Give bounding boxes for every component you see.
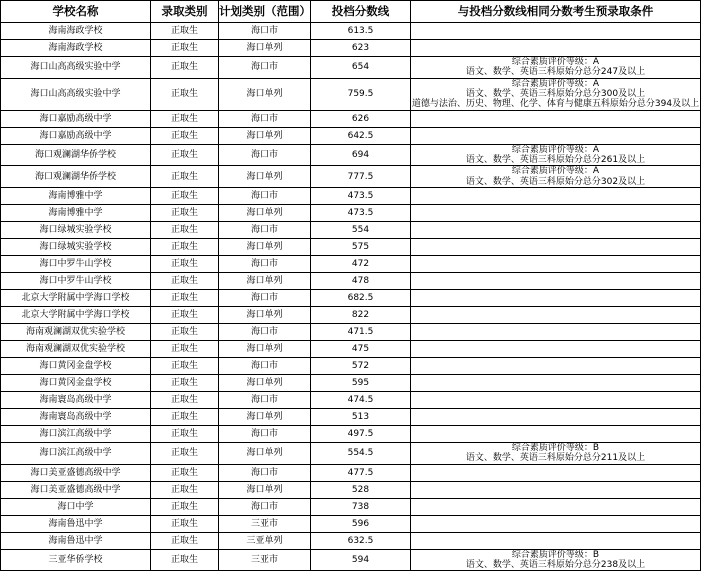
table-row	[1, 358, 701, 375]
cell-school-name: 三亚华侨学校	[1, 549, 151, 571]
cell-plan-type: 海口市	[219, 256, 311, 273]
cell-school-name: 海南鲁迅中学	[1, 515, 151, 532]
cell-condition	[411, 358, 701, 375]
cell-score-line: 554	[311, 222, 411, 239]
cell-school-name: 海口山高高级实验中学	[1, 78, 151, 110]
table-header	[1, 1, 701, 23]
cell-condition	[411, 290, 701, 307]
cell-admission-type: 正取生	[151, 443, 219, 465]
table-row	[1, 549, 701, 571]
cell-admission-type: 正取生	[151, 205, 219, 222]
cell-school-name: 海口中罗牛山学校	[1, 273, 151, 290]
cell-school-name: 海口中学	[1, 498, 151, 515]
condition-line: 语文、数学、英语三科原始分总分211及以上	[465, 453, 646, 464]
cell-score-line: 572	[311, 358, 411, 375]
condition-line: 综合素质评价等级：A	[511, 166, 600, 177]
cell-score-line: 623	[311, 40, 411, 57]
cell-admission-type: 正取生	[151, 273, 219, 290]
cell-school-name: 海南寰岛高级中学	[1, 392, 151, 409]
cell-school-name: 海口黄冈金盘学校	[1, 358, 151, 375]
cell-school-name: 海口滨江高级中学	[1, 426, 151, 443]
cell-school-name: 海口山高高级实验中学	[1, 57, 151, 79]
cell-plan-type: 海口市	[219, 57, 311, 79]
cell-score-line: 497.5	[311, 426, 411, 443]
cell-school-name: 海口美亚盛德高级中学	[1, 464, 151, 481]
cell-plan-type: 海口市	[219, 222, 311, 239]
cell-plan-type: 海口市	[219, 23, 311, 40]
cell-score-line: 596	[311, 515, 411, 532]
condition-line: 综合素质评价等级：A	[511, 144, 600, 155]
cell-plan-type: 海口市	[219, 324, 311, 341]
cell-plan-type: 海口单列	[219, 481, 311, 498]
cell-admission-type: 正取生	[151, 166, 219, 188]
table-row	[1, 166, 701, 188]
table-row	[1, 110, 701, 127]
cell-condition	[411, 166, 701, 188]
table-row	[1, 392, 701, 409]
cell-plan-type: 海口单列	[219, 307, 311, 324]
cell-admission-type: 正取生	[151, 110, 219, 127]
cell-condition	[411, 515, 701, 532]
cell-plan-type: 海口市	[219, 392, 311, 409]
cell-admission-type: 正取生	[151, 57, 219, 79]
cell-plan-type: 海口市	[219, 110, 311, 127]
cell-condition	[411, 532, 701, 549]
condition-line: 语文、数学、英语三科原始分总分238及以上	[465, 560, 646, 571]
cell-admission-type: 正取生	[151, 40, 219, 57]
cell-school-name: 北京大学附属中学海口学校	[1, 290, 151, 307]
cell-admission-type: 正取生	[151, 324, 219, 341]
cell-score-line: 694	[311, 144, 411, 166]
cell-plan-type: 海口单列	[219, 205, 311, 222]
table-row	[1, 426, 701, 443]
cell-plan-type: 海口单列	[219, 375, 311, 392]
cell-score-line: 642.5	[311, 127, 411, 144]
table-row	[1, 341, 701, 358]
header-admission-type: 录取类别	[151, 1, 219, 23]
condition-line: 语文、数学、英语三科原始分总分247及以上	[465, 67, 646, 78]
cell-school-name: 海南鲁迅中学	[1, 532, 151, 549]
cell-score-line: 738	[311, 498, 411, 515]
cell-score-line: 554.5	[311, 443, 411, 465]
condition-line: 语文、数学、英语三科原始分总分302及以上	[465, 176, 646, 187]
cell-school-name: 北京大学附属中学海口学校	[1, 307, 151, 324]
header-score-line: 投档分数线	[311, 1, 411, 23]
table-row	[1, 409, 701, 426]
cell-plan-type: 海口单列	[219, 341, 311, 358]
cell-admission-type: 正取生	[151, 144, 219, 166]
cell-score-line: 472	[311, 256, 411, 273]
cell-admission-type: 正取生	[151, 392, 219, 409]
condition-line: 综合素质评价等级：B	[511, 549, 600, 560]
cell-score-line: 474.5	[311, 392, 411, 409]
table-body	[1, 23, 701, 571]
cell-admission-type: 正取生	[151, 549, 219, 571]
cell-plan-type: 海口市	[219, 144, 311, 166]
table-row	[1, 256, 701, 273]
cell-school-name: 海口黄冈金盘学校	[1, 375, 151, 392]
table-row	[1, 205, 701, 222]
cell-score-line: 759.5	[311, 78, 411, 110]
cell-score-line: 632.5	[311, 532, 411, 549]
cell-condition	[411, 549, 701, 571]
cell-plan-type: 三亚市	[219, 549, 311, 571]
cell-score-line: 626	[311, 110, 411, 127]
table-row	[1, 464, 701, 481]
table-row	[1, 532, 701, 549]
condition-line: 综合素质评价等级：A	[511, 78, 600, 89]
condition-line: 语文、数学、英语三科原始分总分261及以上	[465, 155, 646, 166]
cell-condition	[411, 426, 701, 443]
cell-school-name: 海南寰岛高级中学	[1, 409, 151, 426]
cell-score-line: 594	[311, 549, 411, 571]
table-row	[1, 239, 701, 256]
cell-condition	[411, 307, 701, 324]
cell-admission-type: 正取生	[151, 239, 219, 256]
table-row	[1, 127, 701, 144]
cell-school-name: 海南海政学校	[1, 23, 151, 40]
cell-school-name: 海南观澜湖双优实验学校	[1, 324, 151, 341]
cell-admission-type: 正取生	[151, 464, 219, 481]
condition-line: 语文、数学、英语三科原始分总分300及以上	[465, 89, 646, 100]
cell-score-line: 478	[311, 273, 411, 290]
cell-score-line: 471.5	[311, 324, 411, 341]
cell-plan-type: 海口单列	[219, 273, 311, 290]
cell-school-name: 海口观澜湖华侨学校	[1, 144, 151, 166]
cell-school-name: 海口嘉励高级中学	[1, 110, 151, 127]
cell-admission-type: 正取生	[151, 498, 219, 515]
cell-score-line: 822	[311, 307, 411, 324]
table-row	[1, 40, 701, 57]
table-row	[1, 78, 701, 110]
cell-plan-type: 海口市	[219, 188, 311, 205]
cell-school-name: 海口嘉励高级中学	[1, 127, 151, 144]
cell-condition	[411, 57, 701, 79]
cell-admission-type: 正取生	[151, 78, 219, 110]
cell-admission-type: 正取生	[151, 481, 219, 498]
table-row	[1, 23, 701, 40]
cell-plan-type: 海口单列	[219, 166, 311, 188]
cell-admission-type: 正取生	[151, 515, 219, 532]
cell-condition	[411, 40, 701, 57]
table-row	[1, 443, 701, 465]
cell-condition	[411, 23, 701, 40]
cell-school-name: 海口中罗牛山学校	[1, 256, 151, 273]
cell-plan-type: 海口单列	[219, 409, 311, 426]
table-row	[1, 324, 701, 341]
cell-condition	[411, 324, 701, 341]
cell-school-name: 海南海政学校	[1, 40, 151, 57]
cell-condition	[411, 205, 701, 222]
cell-admission-type: 正取生	[151, 341, 219, 358]
table-row	[1, 144, 701, 166]
cell-condition	[411, 409, 701, 426]
cell-plan-type: 三亚市	[219, 515, 311, 532]
cell-condition	[411, 222, 701, 239]
cell-condition	[411, 443, 701, 465]
cell-admission-type: 正取生	[151, 256, 219, 273]
cell-admission-type: 正取生	[151, 409, 219, 426]
cell-admission-type: 正取生	[151, 188, 219, 205]
cell-score-line: 682.5	[311, 290, 411, 307]
cell-admission-type: 正取生	[151, 358, 219, 375]
cell-school-name: 海口滨江高级中学	[1, 443, 151, 465]
cell-admission-type: 正取生	[151, 426, 219, 443]
cell-condition	[411, 375, 701, 392]
cell-score-line: 528	[311, 481, 411, 498]
cell-score-line: 473.5	[311, 205, 411, 222]
cell-plan-type: 海口单列	[219, 127, 311, 144]
table-row	[1, 515, 701, 532]
cell-admission-type: 正取生	[151, 532, 219, 549]
cell-school-name: 海口美亚盛德高级中学	[1, 481, 151, 498]
table-row	[1, 273, 701, 290]
table-row	[1, 57, 701, 79]
table-row	[1, 481, 701, 498]
table-row	[1, 188, 701, 205]
cell-condition	[411, 78, 701, 110]
cell-condition	[411, 239, 701, 256]
cell-score-line: 513	[311, 409, 411, 426]
cell-score-line: 473.5	[311, 188, 411, 205]
condition-line: 综合素质评价等级：A	[511, 57, 600, 67]
cell-admission-type: 正取生	[151, 307, 219, 324]
cell-score-line: 477.5	[311, 464, 411, 481]
cell-condition	[411, 110, 701, 127]
cell-plan-type: 海口单列	[219, 78, 311, 110]
cell-condition	[411, 273, 701, 290]
cell-plan-type: 海口市	[219, 358, 311, 375]
cell-condition	[411, 464, 701, 481]
cell-score-line: 777.5	[311, 166, 411, 188]
table-row	[1, 222, 701, 239]
cell-condition	[411, 127, 701, 144]
cell-admission-type: 正取生	[151, 127, 219, 144]
cell-school-name: 海南博雅中学	[1, 205, 151, 222]
cell-school-name: 海口绿城实验学校	[1, 222, 151, 239]
cell-score-line: 654	[311, 57, 411, 79]
cell-admission-type: 正取生	[151, 222, 219, 239]
cell-score-line: 595	[311, 375, 411, 392]
cell-school-name: 海南博雅中学	[1, 188, 151, 205]
cell-condition	[411, 188, 701, 205]
cell-condition	[411, 392, 701, 409]
cell-score-line: 613.5	[311, 23, 411, 40]
condition-line: 道德与法治、历史、物理、化学、体育与健康五科原始分总分394及以上	[411, 99, 700, 110]
cell-admission-type: 正取生	[151, 290, 219, 307]
cell-condition	[411, 341, 701, 358]
cell-plan-type: 海口单列	[219, 40, 311, 57]
cell-condition	[411, 498, 701, 515]
cell-condition	[411, 144, 701, 166]
cell-score-line: 575	[311, 239, 411, 256]
cell-score-line: 475	[311, 341, 411, 358]
cell-plan-type: 海口单列	[219, 443, 311, 465]
cell-school-name: 海口绿城实验学校	[1, 239, 151, 256]
cell-condition	[411, 481, 701, 498]
cell-plan-type: 三亚单列	[219, 532, 311, 549]
table-header-row	[1, 1, 701, 23]
cell-condition	[411, 256, 701, 273]
cell-admission-type: 正取生	[151, 375, 219, 392]
cell-plan-type: 海口单列	[219, 239, 311, 256]
cell-admission-type: 正取生	[151, 23, 219, 40]
table-row	[1, 307, 701, 324]
header-plan-type: 计划类别（范围）	[219, 1, 311, 23]
cell-plan-type: 海口市	[219, 290, 311, 307]
cell-plan-type: 海口市	[219, 426, 311, 443]
cell-plan-type: 海口市	[219, 464, 311, 481]
condition-line: 综合素质评价等级：B	[511, 443, 600, 454]
table-row	[1, 290, 701, 307]
cell-plan-type: 海口市	[219, 498, 311, 515]
table-row	[1, 375, 701, 392]
cell-school-name: 海口观澜湖华侨学校	[1, 166, 151, 188]
header-school-name: 学校名称	[1, 1, 151, 23]
table-row	[1, 498, 701, 515]
header-condition: 与投档分数线相同分数考生预录取条件	[411, 1, 701, 23]
cell-school-name: 海南观澜湖双优实验学校	[1, 341, 151, 358]
